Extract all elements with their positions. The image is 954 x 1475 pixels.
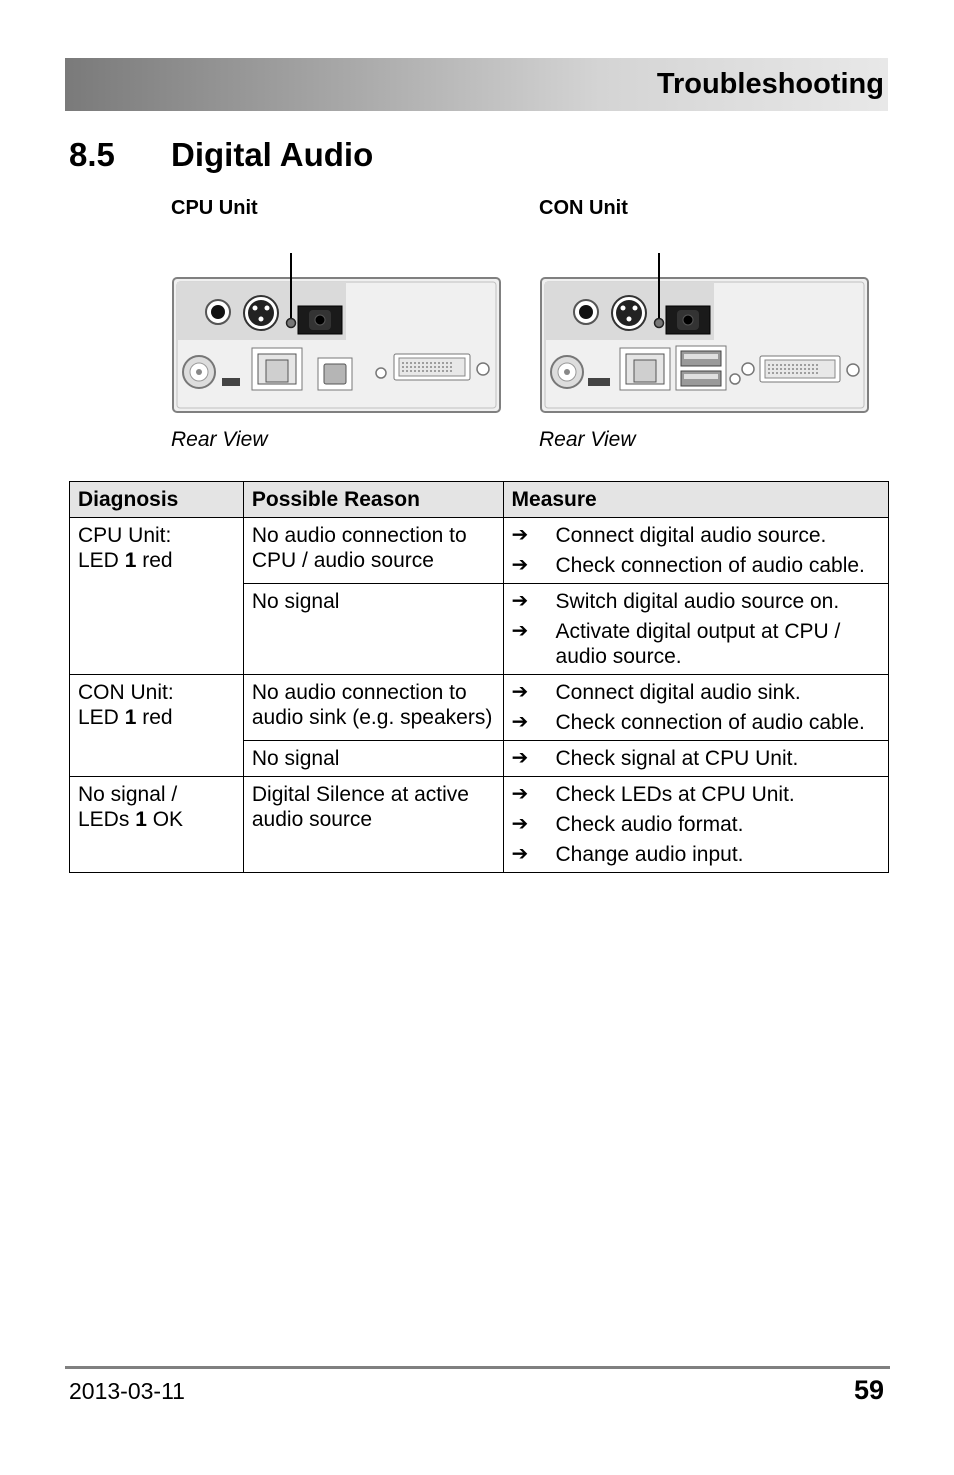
optical-audio-port-icon (666, 306, 710, 334)
column-header-reason: Possible Reason (243, 482, 503, 518)
diagnosis-led-state (78, 807, 235, 832)
measure-item (512, 812, 880, 837)
diagnosis-unit: No signal / (78, 783, 178, 806)
cpu-unit-label: CPU Unit (171, 197, 258, 219)
footer-rule (65, 1366, 890, 1369)
footer-date: 2013-03-11 (69, 1378, 185, 1404)
measure-text: Switch digital audio source on. (555, 590, 840, 613)
reason-cell: Digital Silence at active audio source (243, 777, 503, 873)
con-unit-rear-panel-illustration (538, 250, 873, 416)
usb-a-ports-icon (676, 346, 726, 390)
reason-cell: No signal (243, 584, 503, 675)
rj45-port-icon (620, 348, 670, 390)
arrow-right-icon: ➔ (511, 620, 529, 642)
measure-item (512, 523, 880, 548)
arrow-right-icon: ➔ (511, 711, 529, 733)
measure-cell (503, 777, 888, 873)
con-unit-label: CON Unit (539, 197, 628, 219)
arrow-right-icon: ➔ (511, 813, 529, 835)
reason-cell: No audio connection to CPU / audio source (243, 518, 503, 584)
mini-usb-port-icon (588, 378, 610, 386)
optical-audio-port-icon (298, 306, 342, 334)
measure-text: Change audio input. (555, 843, 744, 866)
diagnosis-cell (70, 518, 244, 675)
header-band (65, 58, 888, 111)
column-header-measure: Measure (503, 482, 888, 518)
measure-cell (503, 675, 888, 741)
led-number: 1 (124, 549, 137, 572)
measure-cell (503, 518, 888, 584)
audio-jack-icon (206, 300, 230, 324)
arrow-right-icon: ➔ (511, 783, 529, 805)
bnc-connector-icon (551, 356, 583, 388)
section-number: 8.5 (69, 136, 115, 173)
measure-item (512, 589, 880, 614)
troubleshooting-table (69, 481, 889, 873)
measure-text: Connect digital audio source. (555, 524, 827, 547)
measure-text: Check audio format. (555, 813, 744, 836)
measure-text: Check connection of audio cable. (555, 711, 865, 734)
section-title: Digital Audio (171, 136, 374, 173)
led-state: OK (146, 808, 184, 831)
arrow-right-icon: ➔ (511, 590, 529, 612)
measure-text: Check LEDs at CPU Unit. (555, 783, 795, 806)
screw-icon (730, 374, 740, 384)
table-row (70, 518, 889, 584)
con-rear-view-caption: Rear View (539, 428, 636, 451)
cpu-rear-view-caption: Rear View (171, 428, 268, 451)
arrow-right-icon: ➔ (511, 747, 529, 769)
reason-cell: No audio connection to audio sink (e.g. speakers) (243, 675, 503, 741)
diagnosis-led-state (78, 705, 235, 730)
usb-b-port-icon (318, 358, 352, 390)
table-header-row (70, 482, 889, 518)
led-number: 1 (124, 706, 137, 729)
table-row (70, 675, 889, 741)
reason-cell: No signal (243, 741, 503, 777)
cpu-unit-rear-panel-illustration (170, 250, 505, 416)
dvi-port-icon (760, 356, 840, 382)
led-state: red (136, 549, 173, 572)
screw-icon (742, 363, 754, 375)
arrow-right-icon: ➔ (511, 524, 529, 546)
led-prefix: LED (78, 549, 125, 572)
measure-item (512, 746, 880, 771)
arrow-right-icon: ➔ (511, 554, 529, 576)
measure-cell (503, 741, 888, 777)
xlr-connector-icon (612, 296, 646, 330)
arrow-right-icon: ➔ (511, 843, 529, 865)
led-number: 1 (135, 808, 147, 831)
measure-item (512, 782, 880, 807)
chapter-title: Troubleshooting (656, 68, 884, 100)
screw-icon (376, 368, 386, 378)
measure-item (512, 680, 880, 705)
screw-icon (477, 363, 489, 375)
led-prefix: LEDs (78, 808, 136, 831)
mini-usb-port-icon (222, 378, 240, 386)
rj45-port-icon (252, 348, 302, 390)
diagnosis-led-state (78, 548, 235, 573)
measure-cell (503, 584, 888, 675)
measure-text: Check signal at CPU Unit. (555, 747, 799, 770)
measure-text: Connect digital audio sink. (555, 681, 801, 704)
measure-text: Activate digital output at CPU / audio source. (555, 620, 841, 668)
led-state: red (136, 706, 173, 729)
measure-text: Check connection of audio cable. (555, 554, 865, 577)
diagnosis-unit: CPU Unit: (78, 524, 172, 547)
diagnosis-cell (70, 777, 244, 873)
arrow-right-icon: ➔ (511, 681, 529, 703)
led-prefix: LED (78, 706, 125, 729)
table-row (70, 777, 889, 873)
xlr-connector-icon (244, 296, 278, 330)
screw-icon (847, 364, 859, 376)
column-header-diagnosis: Diagnosis (70, 482, 244, 518)
measure-item (512, 619, 880, 669)
bnc-connector-icon (183, 356, 215, 388)
diagnosis-unit: CON Unit: (78, 681, 174, 704)
audio-jack-icon (574, 300, 598, 324)
dvi-port-icon (394, 354, 470, 380)
measure-item (512, 710, 880, 735)
measure-item (512, 553, 880, 578)
measure-item (512, 842, 880, 867)
diagnosis-cell (70, 675, 244, 777)
page-number: 59 (853, 1375, 884, 1405)
